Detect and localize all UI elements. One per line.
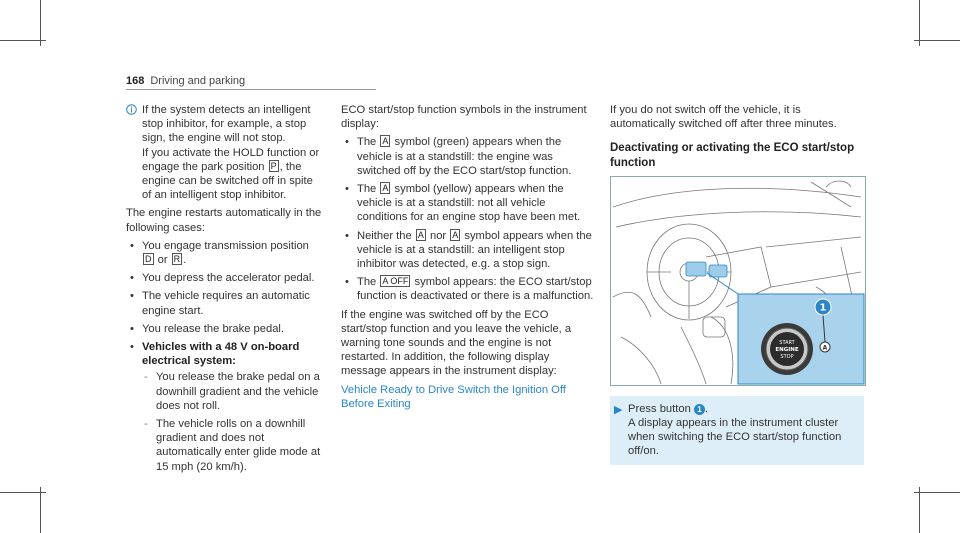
eco-off-symbol: A OFF bbox=[382, 276, 409, 287]
step-arrow-icon: ▶ bbox=[614, 403, 623, 416]
callout-number: 1 bbox=[819, 302, 827, 314]
symbols-list bbox=[341, 135, 594, 303]
note-block bbox=[126, 103, 324, 202]
reverse-position-symbol: R bbox=[173, 254, 181, 265]
display-message: Vehicle Ready to Drive Switch the Ignition Off Before Exiting bbox=[341, 383, 566, 410]
section-heading: Deactivating or activating the ECO start/stop function bbox=[610, 142, 855, 169]
crop-mark bbox=[914, 40, 960, 41]
note-text-2: If you activate the HOLD function or engage the park position P , the engine can be switched off in spite of an intelligent stop inhibitor. bbox=[142, 146, 320, 202]
eco-crossed-symbol: A bbox=[452, 229, 459, 240]
column-2 bbox=[341, 103, 594, 411]
button-line-3: STOP bbox=[780, 353, 794, 360]
step-result: A display appears in the instrument cluster when switching the ECO start/stop function off/on. bbox=[628, 417, 842, 458]
park-position-symbol: P bbox=[270, 160, 277, 171]
eco-green-symbol: A bbox=[382, 136, 389, 147]
note-icon bbox=[126, 104, 137, 115]
page-header bbox=[126, 74, 245, 88]
sub-list bbox=[142, 370, 324, 473]
restart-intro: The engine restarts automatically in the following cases: bbox=[126, 207, 322, 234]
list-item: • You engage transmission position D or R . bbox=[126, 239, 324, 267]
instruction-step bbox=[610, 396, 864, 465]
drive-position-symbol: D bbox=[145, 254, 152, 265]
list-item: • Neither the A nor A symbol appears when the vehicle is at a standstill: an intelligent stop inhibitor was detected, e.g. a stop sign. bbox=[341, 229, 594, 272]
button-line-1: START bbox=[779, 339, 795, 346]
bold-list-item: Vehicles with a 48 V on-board electrical system: bbox=[142, 341, 300, 368]
note-text: If the system detects an intelligent stop inhibitor, for example, a stop sign, the engine will not stop. bbox=[142, 104, 311, 145]
sub-list-item: - You release the brake pedal on a downhill gradient and the vehicle does not roll. bbox=[142, 370, 324, 413]
svg-text:A: A bbox=[822, 344, 828, 352]
column-3 bbox=[610, 103, 864, 465]
list-item bbox=[126, 340, 324, 474]
restart-list bbox=[126, 239, 324, 474]
column-1 bbox=[126, 103, 324, 478]
crop-mark bbox=[914, 492, 960, 493]
crop-mark bbox=[40, 487, 41, 533]
section-title: Driving and parking bbox=[150, 75, 246, 87]
eco-symbol: A bbox=[417, 229, 424, 240]
crop-mark bbox=[919, 487, 920, 533]
list-item: • The A symbol (yellow) appears when the vehicle is at a standstill: not all vehicle conditions for an engine stop have been met. bbox=[341, 182, 594, 225]
list-item: • The vehicle requires an automatic engine start. bbox=[126, 289, 324, 317]
cockpit-illustration bbox=[610, 176, 866, 386]
step-text: Press button 1 . A display appears in the instrument cluster when switching the ECO start/stop function off/on. bbox=[628, 402, 842, 458]
eco-yellow-symbol: A bbox=[382, 183, 389, 194]
callout-badge-inline: 1 bbox=[694, 404, 705, 415]
page-number: 168 bbox=[126, 75, 145, 87]
auto-off-paragraph: If you do not switch off the vehicle, it is automatically switched off after three minutes. bbox=[610, 104, 837, 131]
list-item: • The A OFF symbol appears: the ECO start/stop function is deactivated or there is a malfunction. bbox=[341, 275, 594, 303]
cockpit-drawing bbox=[611, 177, 865, 385]
warning-paragraph: If the engine was switched off by the ECO start/stop function and you leave the vehicle, a warning tone sounds and the engine is not restarted. In addition, the following display message appears in the instrument display: bbox=[341, 308, 572, 378]
crop-mark bbox=[0, 40, 46, 41]
list-item: • You release the brake pedal. bbox=[126, 322, 324, 336]
sub-list-item: - The vehicle rolls on a downhill gradient and does not automatically enter glide mode at 15 mph (20 km/h). bbox=[142, 417, 324, 474]
button-line-2: ENGINE bbox=[775, 346, 799, 353]
list-item: • The A symbol (green) appears when the vehicle is at a standstill: the engine was switched off by the ECO start/stop function. bbox=[341, 135, 594, 178]
list-item: • You depress the accelerator pedal. bbox=[126, 271, 324, 285]
crop-mark bbox=[0, 492, 46, 493]
header-rule bbox=[126, 89, 376, 90]
symbols-intro: ECO start/stop function symbols in the instrument display: bbox=[341, 104, 587, 131]
